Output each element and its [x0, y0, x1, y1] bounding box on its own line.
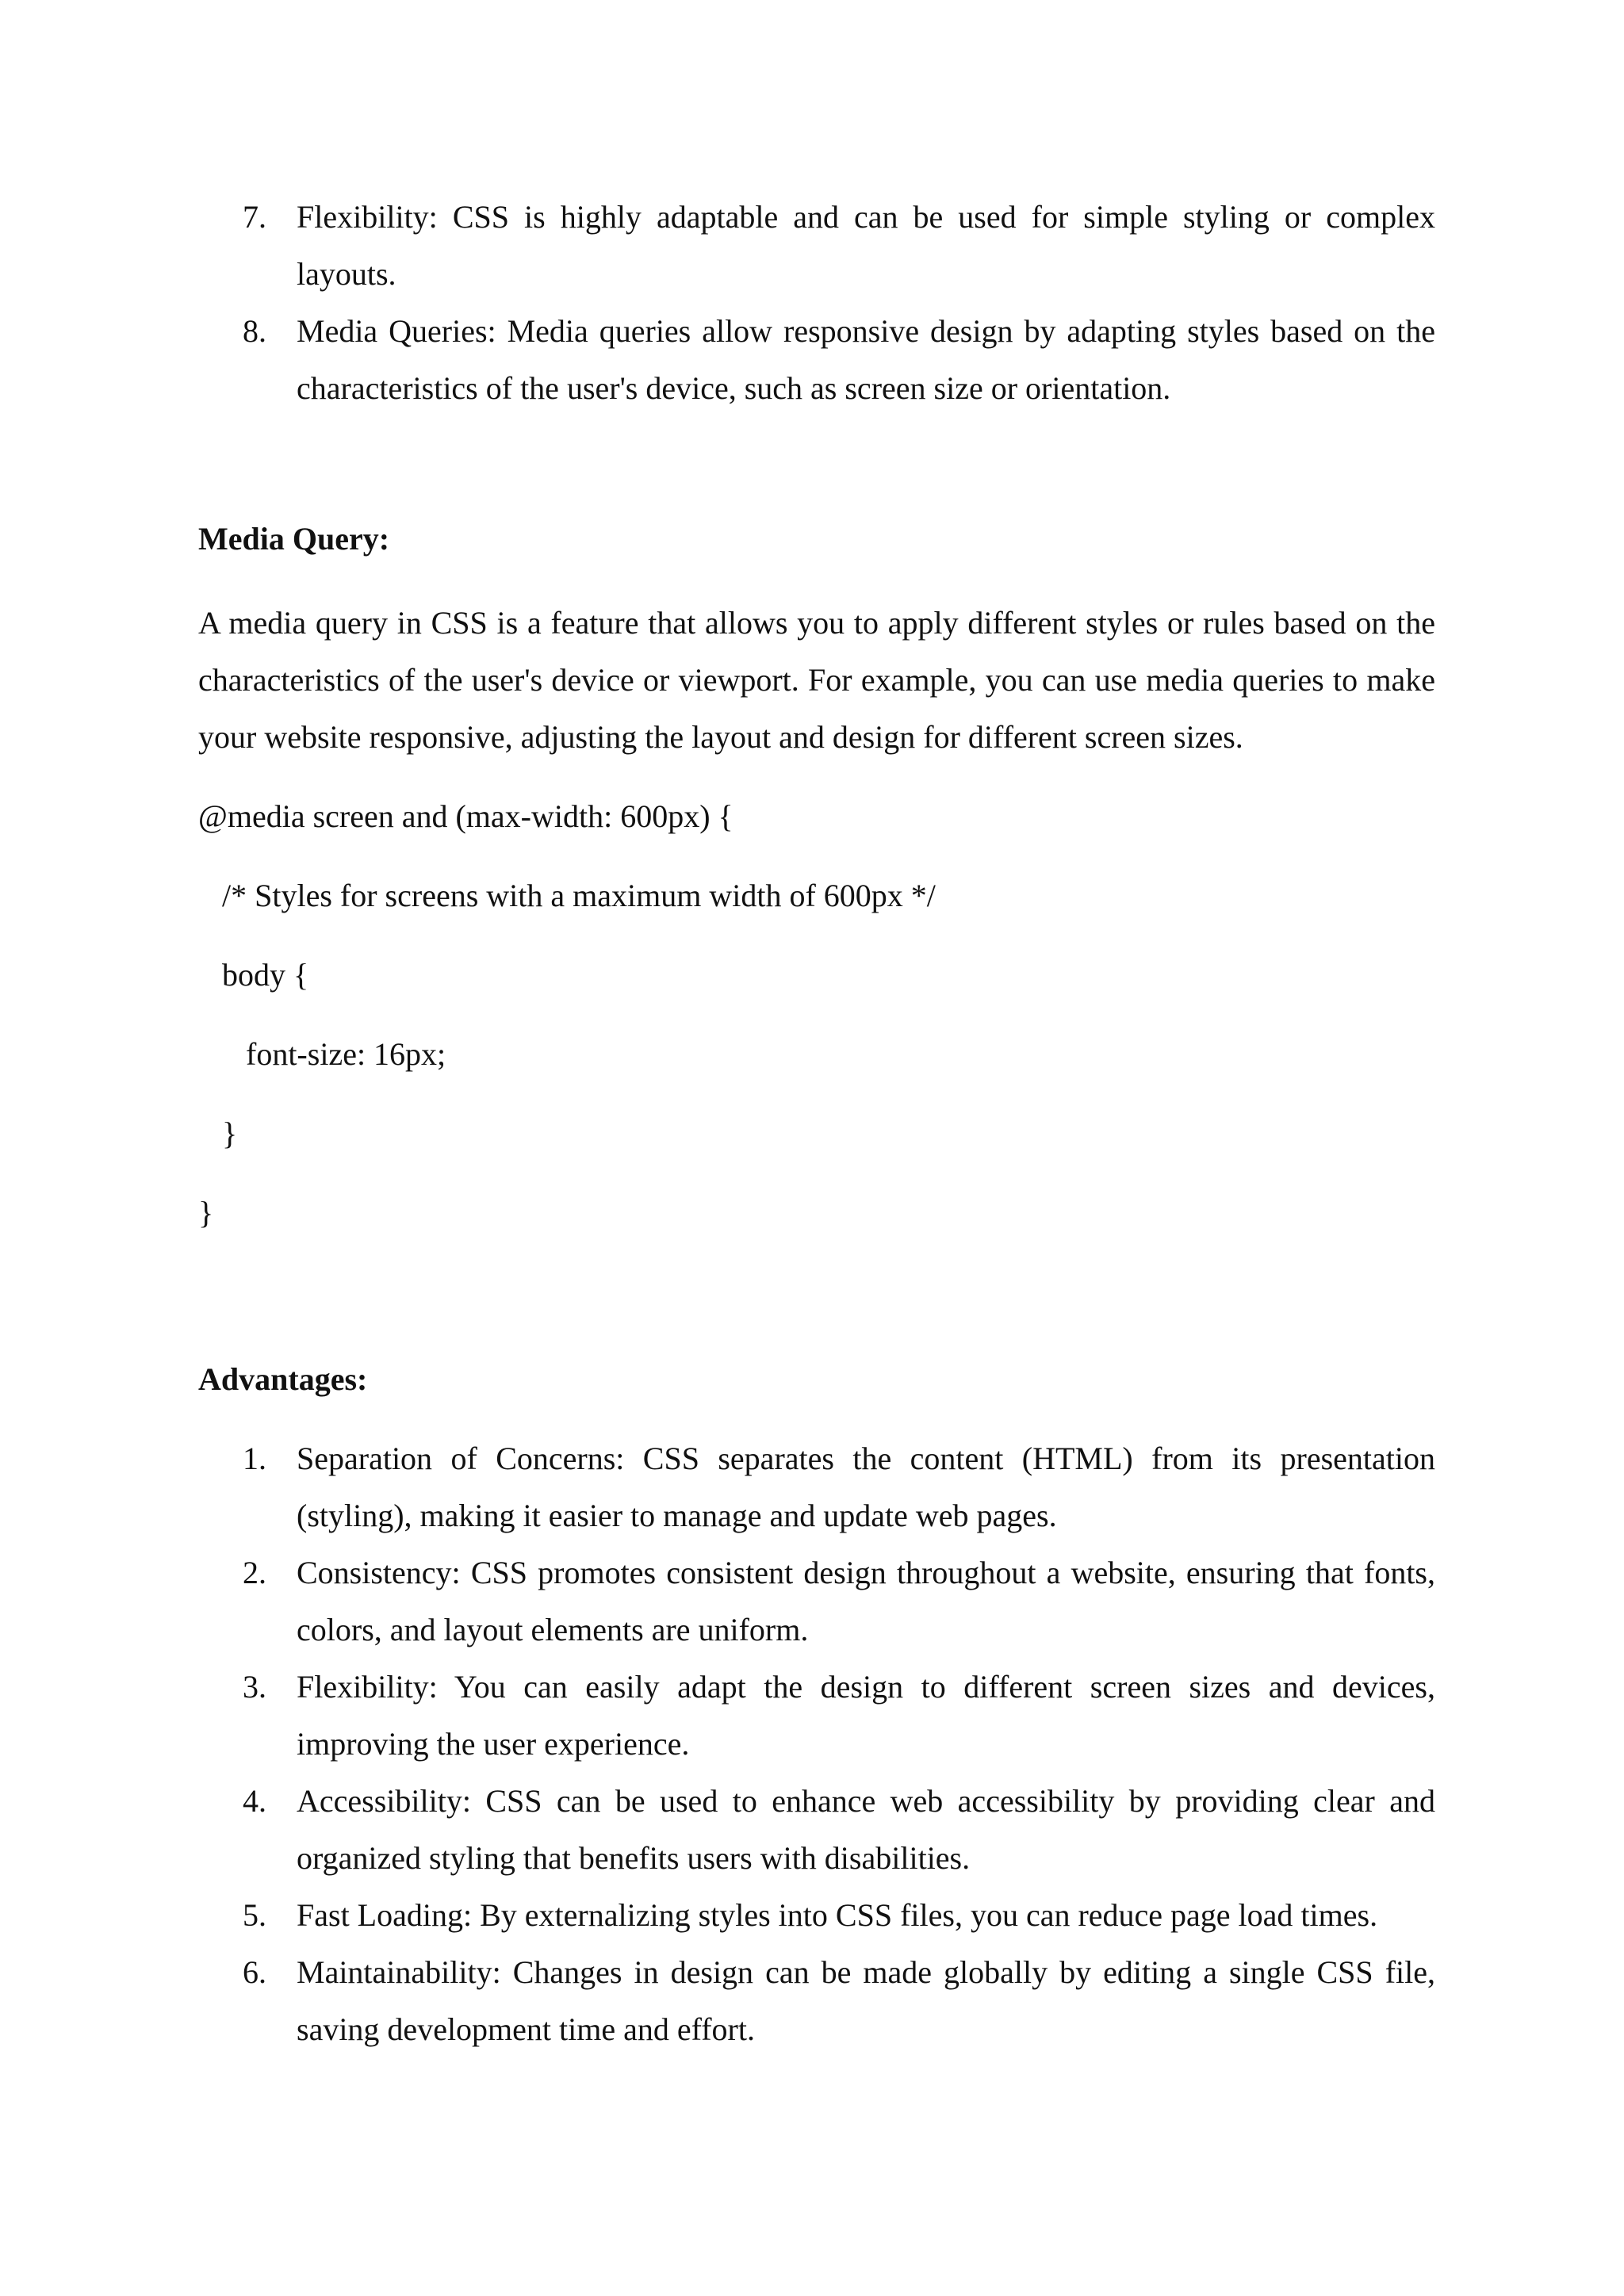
media-query-heading: Media Query: — [198, 521, 390, 557]
list-item-text: Flexibility: CSS is highly adaptable and can be used for simple styling or complex layouts. — [297, 199, 1435, 292]
list-item — [198, 1944, 1435, 2058]
list-item-text: Media Queries: Media queries allow responsive design by adapting styles based on the characteristics of the user's device, such as screen size or orientation. — [297, 313, 1435, 406]
list-item-number: 3. — [243, 1669, 266, 1705]
list-item — [198, 1887, 1435, 1944]
code-line: } — [198, 1195, 214, 1230]
section-gap — [198, 1237, 1435, 1356]
list-item-text: Accessibility: CSS can be used to enhance web accessibility by providing clear and organized styling that benefits users with disabilities. — [297, 1783, 1435, 1876]
advantages-list — [198, 1430, 1435, 2058]
list-item — [198, 303, 1435, 417]
list-item-number: 6. — [243, 1954, 266, 1990]
list-item-text: Fast Loading: By externalizing styles into CSS files, you can reduce page load times. — [297, 1897, 1378, 1933]
code-line: @media screen and (max-width: 600px) { — [198, 798, 733, 834]
media-query-paragraph: A media query in CSS is a feature that allows you to apply different styles or rules based on the characteristics of the user's device or viewport. For example, you can use media queries to make your website responsive, adjusting the layout and design for different screen sizes. — [198, 605, 1435, 755]
list-item-text: Flexibility: You can easily adapt the design to different screen sizes and devices, improving the user experience. — [297, 1669, 1435, 1762]
list-item-number: 5. — [243, 1897, 266, 1933]
code-line: /* Styles for screens with a maximum width of 600px */ — [198, 878, 936, 913]
code-line: body { — [198, 957, 309, 993]
list-item — [198, 189, 1435, 303]
list-item — [198, 1773, 1435, 1887]
code-line: } — [198, 1115, 238, 1151]
list-item — [198, 1544, 1435, 1659]
document-content — [198, 189, 1435, 2058]
section-gap — [198, 417, 1435, 515]
list-item-number: 8. — [243, 313, 266, 349]
list-item-text: Separation of Concerns: CSS separates the content (HTML) from its presentation (styling), making it easier to manage and update web pages. — [297, 1441, 1435, 1533]
list-item-number: 7. — [243, 199, 266, 235]
code-line: font-size: 16px; — [198, 1036, 446, 1072]
advantages-heading: Advantages: — [198, 1361, 368, 1397]
list-item-number: 2. — [243, 1555, 266, 1590]
list-item-text: Consistency: CSS promotes consistent design throughout a website, ensuring that fonts, colors, and layout elements are uniform. — [297, 1555, 1435, 1647]
list-item-number: 1. — [243, 1441, 266, 1476]
list-item — [198, 1659, 1435, 1773]
list-item-number: 4. — [243, 1783, 266, 1819]
list-item-text: Maintainability: Changes in design can be made globally by editing a single CSS file, saving development time and effort. — [297, 1954, 1435, 2047]
list-item — [198, 1430, 1435, 1544]
features-list-continued — [198, 189, 1435, 417]
code-example — [198, 793, 1435, 1237]
